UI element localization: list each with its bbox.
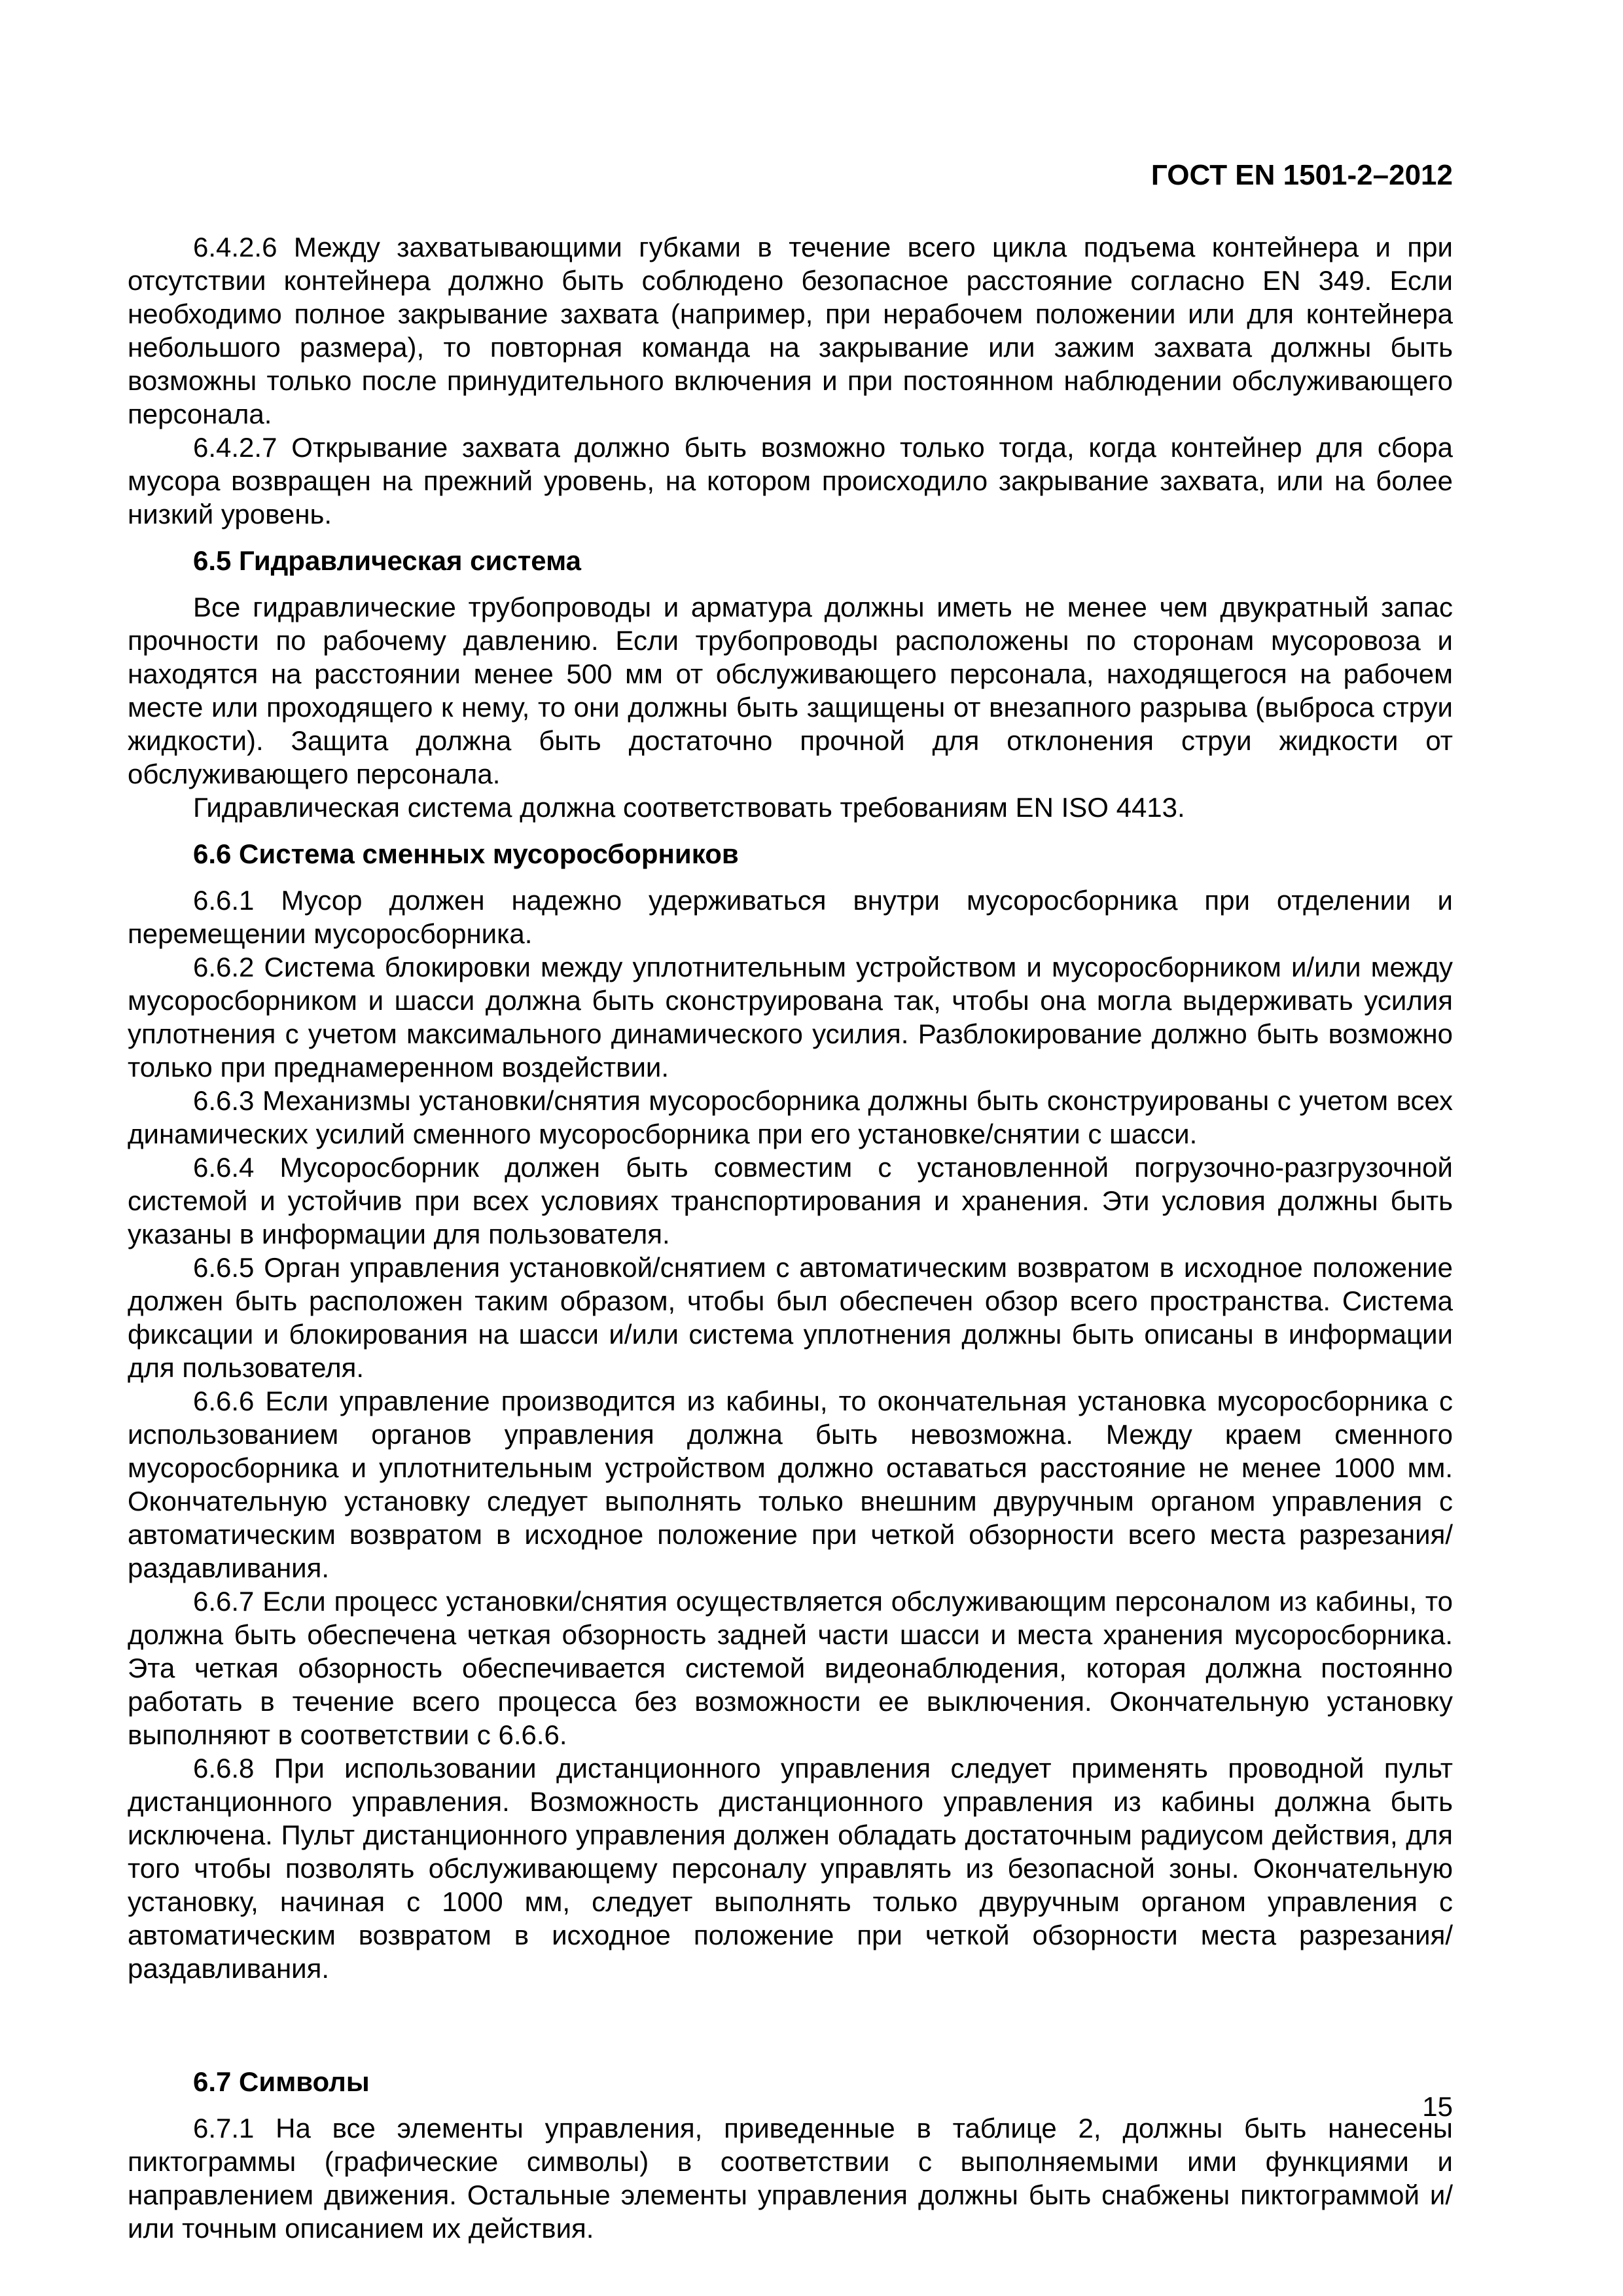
paragraph-6-6-7: 6.6.7 Если процесс установки/снятия осуществляется обслуживающим персоналом из кабины, то должна быть обеспечена четкая обзорность задней части шасси и места хранения мусоросборника. Эта четкая обзорность обеспечивается системой видеонаблюдения, которая должна постоянно работать в течение всего процесса без возможности ее выключения. Окончательную установку выполняют в соответствии с 6.6.6. <box>128 1586 1453 1750</box>
page-number: 15 <box>1422 2091 1453 2122</box>
running-header-standard-designation: ГОСТ EN 1501-2–2012 <box>1150 159 1453 191</box>
paragraph-6-6-5: 6.6.5 Орган управления установкой/снятием с автоматическим возвратом в исходное положение должен быть расположен таким образом, чтобы был обеспечен обзор всего пространства. Система фиксации и блокирования на шасси и/или система уплотнения должны быть описаны в информации для пользователя. <box>128 1252 1453 1383</box>
paragraph-6-6-6: 6.6.6 Если управление производится из кабины, то окончательная установка мусоросборника с использованием органов управления должна быть невозможна. Между краем сменного мусоросборника и уплотнительным устройством должно оставаться расстояние не менее 1000 мм. Окончательную установку следует выполнять только внешним двуручным органом управления с автоматическим возвратом в исходное положение при четкой обзорности всего места разрезания/раздавливания. <box>128 1386 1453 1583</box>
paragraph-6-4-2-6: 6.4.2.6 Между захватывающими губками в течение всего цикла подъема контейнера и при отсутствии контейнера должно быть соблюдено безопасное расстояние согласно EN 349. Если необходимо полное закрывание захвата (например, при нерабочем положении или для контейнера небольшого размера), то повторная команда на закрывание или зажим захвата должны быть возможны только после принудительного включения и при постоянном наблюдении обслуживающего персонала. <box>128 232 1453 429</box>
paragraph-6-7-1: 6.7.1 На все элементы управления, приведенные в таблице 2, должны быть нанесены пиктограммы (графические символы) в соответствии с выполняемыми ими функциями и направлением движения. Остальные элементы управления должны быть снабжены пиктограммой и/или точным описанием их действия. <box>128 2113 1453 2244</box>
heading-6-6-exchangeable-bodies: 6.6 Система сменных мусоросборников <box>193 838 739 869</box>
paragraph-6-4-2-7: 6.4.2.7 Открывание захвата должно быть возможно только тогда, когда контейнер для сбора мусора возвращен на прежний уровень, на котором происходило закрывание захвата, или на более низкий уровень. <box>128 432 1453 529</box>
paragraph-6-6-4: 6.6.4 Мусоросборник должен быть совместим с установленной погрузочно-разгрузочной системой и устойчив при всех условиях транспортирования и хранения. Эти условия должны быть указаны в информации для пользователя. <box>128 1152 1453 1249</box>
document-body <box>128 230 1453 2245</box>
paragraph-6-5-body: Все гидравлические трубопроводы и арматура должны иметь не менее чем двукратный запас прочности по рабочему давлению. Если трубопроводы расположены по сторонам мусоровоза и находятся на расстоянии менее 500 мм от обслуживающего персонала, находящегося на рабочем месте или проходящего к нему, то они должны быть защищены от внезапного разрыва (выброса струи жидкости). Защита должна быть достаточно прочной для отклонения струи жидкости от обслуживающего персонала. <box>128 592 1453 789</box>
paragraph-6-6-1: 6.6.1 Мусор должен надежно удерживаться внутри мусоросборника при отделении и перемещении мусоросборника. <box>128 885 1453 949</box>
paragraph-6-6-2: 6.6.2 Система блокировки между уплотнительным устройством и мусоросборником и/или между мусоросборником и шасси должна быть сконструирована так, чтобы она могла выдерживать усилия уплотнения с учетом максимального динамического усилия. Разблокирование должно быть возможно только при преднамеренном воздействии. <box>128 952 1453 1083</box>
paragraph-6-6-3: 6.6.3 Механизмы установки/снятия мусоросборника должны быть сконструированы с учетом всех динамических усилий сменного мусоросборника при его установке/снятии с шасси. <box>128 1085 1453 1149</box>
heading-6-7-symbols: 6.7 Символы <box>193 2066 370 2097</box>
paragraph-6-5-iso-reference: Гидравлическая система должна соответствовать требованиям EN ISO 4413. <box>193 792 1185 823</box>
paragraph-6-6-8: 6.6.8 При использовании дистанционного управления следует применять проводной пульт дистанционного управления. Возможность дистанционного управления из кабины должна быть исключена. Пульт дистанционного управления должен обладать достаточным радиусом действия, для того чтобы позволять обслуживающему персоналу управлять из безопасной зоны. Окончательную установку, начиная с 1000 мм, следует выполнять только двуручным органом управления с автоматическим возвратом в исходное положение при четкой обзорности места разрезания/раздавливания. <box>128 1753 1453 1984</box>
heading-6-5-hydraulic-system: 6.5 Гидравлическая система <box>193 545 581 576</box>
